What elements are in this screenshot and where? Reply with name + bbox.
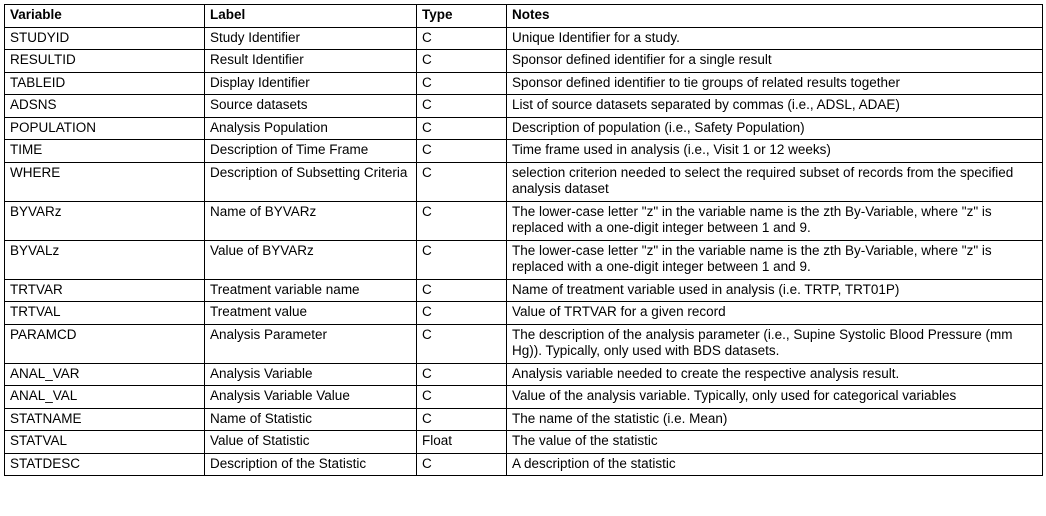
cell-type: C — [417, 95, 507, 118]
cell-type: C — [417, 201, 507, 240]
cell-notes: The description of the analysis parameter (i.e., Supine Systolic Blood Pressure (mm Hg)). Typically, only used with BDS datasets. — [507, 324, 1043, 363]
cell-label: Description of Time Frame — [205, 140, 417, 163]
table-row — [5, 386, 1043, 409]
cell-variable: ADSNS — [5, 95, 205, 118]
cell-variable: POPULATION — [5, 117, 205, 140]
cell-type: C — [417, 279, 507, 302]
cell-label: Description of the Statistic — [205, 453, 417, 476]
table-row — [5, 201, 1043, 240]
cell-label: Value of BYVARz — [205, 240, 417, 279]
cell-notes: The lower-case letter "z" in the variable name is the zth By-Variable, where "z" is replaced with a one-digit integer between 1 and 9. — [507, 240, 1043, 279]
cell-label: Analysis Variable Value — [205, 386, 417, 409]
cell-type: C — [417, 72, 507, 95]
cell-variable: TIME — [5, 140, 205, 163]
cell-notes: Sponsor defined identifier to tie groups of related results together — [507, 72, 1043, 95]
cell-label: Name of Statistic — [205, 408, 417, 431]
cell-notes: selection criterion needed to select the required subset of records from the specified analysis dataset — [507, 162, 1043, 201]
cell-variable: STATDESC — [5, 453, 205, 476]
cell-notes: A description of the statistic — [507, 453, 1043, 476]
cell-label: Description of Subsetting Criteria — [205, 162, 417, 201]
table-row — [5, 162, 1043, 201]
cell-type: C — [417, 117, 507, 140]
cell-notes: List of source datasets separated by commas (i.e., ADSL, ADAE) — [507, 95, 1043, 118]
cell-label: Analysis Population — [205, 117, 417, 140]
cell-type: C — [417, 302, 507, 325]
cell-label: Display Identifier — [205, 72, 417, 95]
cell-notes: The name of the statistic (i.e. Mean) — [507, 408, 1043, 431]
table-row — [5, 302, 1043, 325]
table-header-row — [5, 5, 1043, 28]
cell-notes: Unique Identifier for a study. — [507, 27, 1043, 50]
cell-variable: TABLEID — [5, 72, 205, 95]
cell-label: Study Identifier — [205, 27, 417, 50]
cell-notes: The lower-case letter "z" in the variable name is the zth By-Variable, where "z" is replaced with a one-digit integer between 1 and 9. — [507, 201, 1043, 240]
cell-type: C — [417, 240, 507, 279]
cell-variable: PARAMCD — [5, 324, 205, 363]
cell-notes: Name of treatment variable used in analysis (i.e. TRTP, TRT01P) — [507, 279, 1043, 302]
table-row — [5, 27, 1043, 50]
variable-specification-table — [4, 4, 1043, 476]
table-row — [5, 240, 1043, 279]
table-row — [5, 50, 1043, 73]
cell-type: C — [417, 162, 507, 201]
cell-notes: Value of the analysis variable. Typically, only used for categorical variables — [507, 386, 1043, 409]
column-header-variable: Variable — [5, 5, 205, 28]
cell-variable: TRTVAR — [5, 279, 205, 302]
cell-type: C — [417, 408, 507, 431]
cell-notes: Value of TRTVAR for a given record — [507, 302, 1043, 325]
cell-variable: WHERE — [5, 162, 205, 201]
table-row — [5, 279, 1043, 302]
cell-notes: Time frame used in analysis (i.e., Visit 1 or 12 weeks) — [507, 140, 1043, 163]
table-row — [5, 453, 1043, 476]
cell-type: C — [417, 140, 507, 163]
cell-label: Value of Statistic — [205, 431, 417, 454]
cell-label: Treatment variable name — [205, 279, 417, 302]
cell-label: Result Identifier — [205, 50, 417, 73]
cell-notes: Sponsor defined identifier for a single result — [507, 50, 1043, 73]
cell-notes: Analysis variable needed to create the respective analysis result. — [507, 363, 1043, 386]
cell-variable: ANAL_VAL — [5, 386, 205, 409]
cell-variable: STATVAL — [5, 431, 205, 454]
cell-type: Float — [417, 431, 507, 454]
cell-variable: BYVALz — [5, 240, 205, 279]
cell-notes: The value of the statistic — [507, 431, 1043, 454]
cell-type: C — [417, 386, 507, 409]
cell-variable: BYVARz — [5, 201, 205, 240]
table-body — [5, 27, 1043, 476]
cell-label: Name of BYVARz — [205, 201, 417, 240]
cell-label: Analysis Parameter — [205, 324, 417, 363]
cell-notes: Description of population (i.e., Safety Population) — [507, 117, 1043, 140]
cell-type: C — [417, 27, 507, 50]
cell-label: Source datasets — [205, 95, 417, 118]
cell-label: Treatment value — [205, 302, 417, 325]
cell-variable: ANAL_VAR — [5, 363, 205, 386]
cell-variable: STUDYID — [5, 27, 205, 50]
table-row — [5, 431, 1043, 454]
cell-type: C — [417, 363, 507, 386]
table-header — [5, 5, 1043, 28]
column-header-label: Label — [205, 5, 417, 28]
cell-label: Analysis Variable — [205, 363, 417, 386]
cell-variable: TRTVAL — [5, 302, 205, 325]
table-row — [5, 117, 1043, 140]
cell-variable: STATNAME — [5, 408, 205, 431]
column-header-type: Type — [417, 5, 507, 28]
table-row — [5, 140, 1043, 163]
table-row — [5, 363, 1043, 386]
cell-type: C — [417, 324, 507, 363]
table-row — [5, 95, 1043, 118]
column-header-notes: Notes — [507, 5, 1043, 28]
cell-type: C — [417, 50, 507, 73]
cell-variable: RESULTID — [5, 50, 205, 73]
table-row — [5, 72, 1043, 95]
cell-type: C — [417, 453, 507, 476]
table-row — [5, 408, 1043, 431]
table-row — [5, 324, 1043, 363]
